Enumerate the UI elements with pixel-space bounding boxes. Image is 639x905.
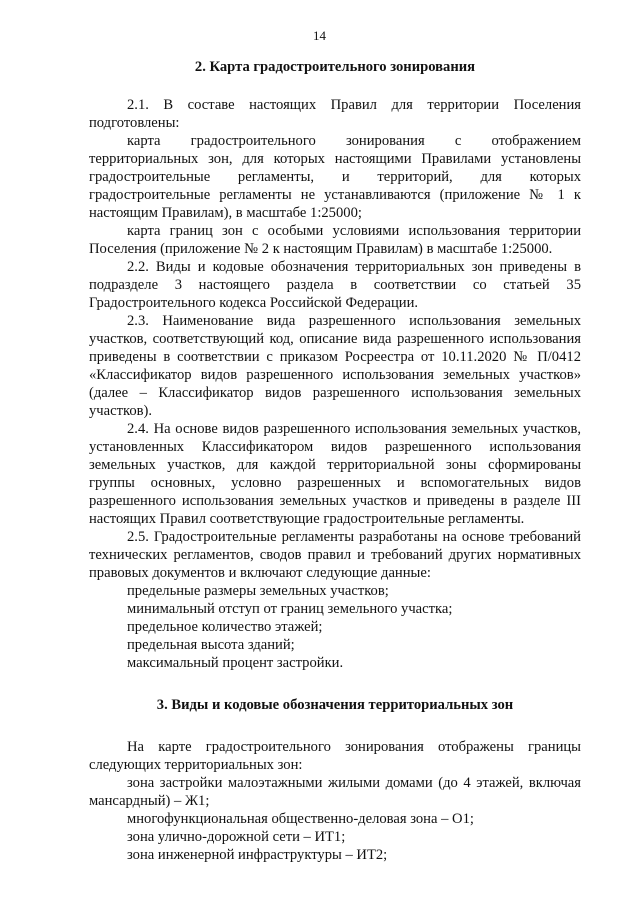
list-item: максимальный процент застройки.: [127, 655, 344, 671]
list-item: предельные размеры земельных участков;: [127, 583, 389, 599]
section-3-heading: 3. Виды и кодовые обозначения территориальных зон: [156, 697, 514, 713]
section-2-heading: 2. Карта градостроительного зонирования: [194, 59, 476, 75]
paragraph-2-4: 2.4. На основе видов разрешенного использования земельных участков, установленных Классификатором видов разрешенного использования земельных участков, для каждой территориальной зоны сформированы группы основных, условно разрешенных и вспомогательных видов разрешенного использования земельных участков и приведены в разделе III настоящих Правил соответствующие градостроительные регламенты.: [89, 421, 581, 527]
zone-item: зона улично-дорожной сети – ИТ1;: [127, 829, 346, 845]
list-item: предельная высота зданий;: [127, 637, 295, 653]
paragraph-map-zoning: карта градостроительного зонирования с отображением территориальных зон, для которых настоящими Правилами установлены градостроительные регламенты, и территорий, для которых градостроительные регламенты не устанавливаются (приложение № 1 к настоящим Правилам), в масштабе 1:25000;: [89, 133, 581, 221]
paragraph-2-5: 2.5. Градостроительные регламенты разработаны на основе требований технических регламентов, сводов правил и требований других нормативных правовых документов и включают следующие данные:: [89, 529, 581, 581]
zone-item: зона застройки малоэтажными жилыми домами (до 4 этажей, включая мансардный) – Ж1;: [89, 775, 581, 809]
paragraph-2-1: 2.1. В составе настоящих Правил для территории Поселения подготовлены:: [89, 97, 581, 131]
paragraph-3-intro: На карте градостроительного зонирования отображены границы следующих территориальных зон:: [89, 739, 581, 773]
page-number: 14: [313, 28, 326, 43]
paragraph-map-boundaries: карта границ зон с особыми условиями использования территории Поселения (приложение № 2 к настоящим Правилам) в масштабе 1:25000.: [89, 223, 581, 257]
list-item: предельное количество этажей;: [127, 619, 323, 635]
zone-item: зона инженерной инфраструктуры – ИТ2;: [127, 847, 388, 863]
paragraph-2-2: 2.2. Виды и кодовые обозначения территориальных зон приведены в подразделе 3 настоящего раздела в соответствии со статьей 35 Градостроительного кодекса Российской Федерации.: [89, 259, 581, 311]
zone-item: многофункциональная общественно-деловая зона – О1;: [127, 811, 474, 827]
list-item: минимальный отступ от границ земельного участка;: [127, 601, 453, 617]
paragraph-2-3: 2.3. Наименование вида разрешенного использования земельных участков, соответствующий код, описание вида разрешенного использования приведены в соответствии с приказом Росреестра от 10.11.2020 № П/0412 «Классификатор видов разрешенного использования земельных участков» (далее – Классификатор видов разрешенного использования земельных участков).: [89, 313, 581, 419]
page-content: [89, 56, 581, 864]
